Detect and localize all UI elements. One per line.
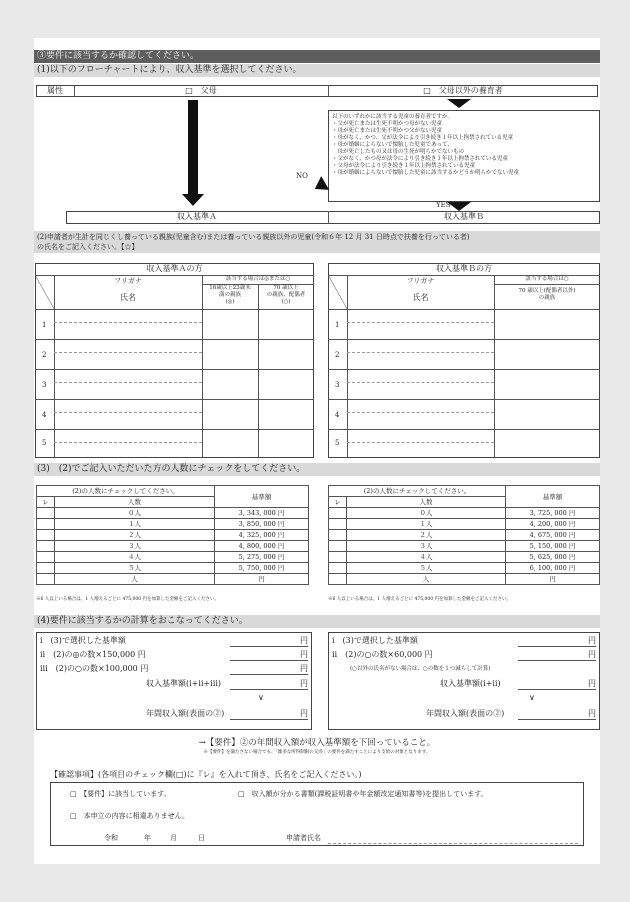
applicant-label: 申請者氏名 [286, 834, 321, 842]
col-70: 70 歳以上 の親族、配偶者 (○) [266, 285, 306, 305]
check-cell[interactable] [37, 519, 55, 530]
month-label: 月 [170, 834, 177, 842]
col-16-22: 16歳以上23歳未 満の親族 (◎) [209, 285, 251, 305]
table-b-title: 収入基準Ｂの方 [436, 264, 492, 273]
check-cell[interactable] [37, 541, 55, 552]
check-cell[interactable] [329, 541, 347, 552]
subsection4-header: (4)要件に該当するかの計算をおこなってください。 [34, 615, 600, 628]
furigana-label: フリガナ [406, 277, 435, 285]
row-number: 1 [335, 321, 340, 329]
no-label: NO [296, 172, 308, 180]
name-label: 氏名 [120, 293, 136, 302]
row-number: 2 [42, 351, 47, 359]
row-number: 5 [335, 439, 340, 447]
applicable-label: 該当する場合は◎または○ [225, 276, 291, 282]
calc-a-annual: 年間収入額(表面の②) [146, 709, 225, 718]
conditions-list: 以下のいずれかに該当する児童の養育者ですか。 ・父が死亡または生死不明かつ母がない児童 ・母が死亡または生死不明かつ父がない児童 ・母がなく、かつ、父が法令により引き続き１年以上拘禁されている児童 ・母が婚姻によらないで懐胎した児童であって、 母が死亡したもの又は母の生死が明らかでないもの ・父がなく、かつ母が法令により引き続き１年以上拘禁されている児童 ・父母が法令により引き続き１年以上拘禁されている児童 ・母が婚姻によらないで懐胎した児童に該当するかどうか明らかでない児童 [332, 114, 520, 176]
check-cell[interactable] [37, 508, 55, 519]
col-70: 70 歳以上(配偶者以外) の親族 [518, 288, 576, 301]
note-a: ※6 人以上いる場合は、1 人増えるごとに 475,000 円を加算した金額をご記入ください。 [36, 597, 220, 602]
arrow-down-icon [447, 99, 471, 108]
day-label: 日 [198, 834, 205, 842]
confirm-title: 【確認事項】(各項目のチェック欄(□)に『レ』を入れて頂き、氏名をご記入ください。) [50, 770, 362, 779]
arrow-left-icon [311, 176, 329, 196]
check-cell[interactable] [329, 563, 347, 574]
row-number: 1 [42, 321, 47, 329]
check-cell[interactable] [37, 552, 55, 563]
check-cell[interactable] [329, 574, 347, 585]
section3-header: ③要件に該当するか確認してください。 [34, 50, 600, 63]
check-cell[interactable] [329, 552, 347, 563]
count-table-a: (2)の人数にチェックしてください。 基準額 レ 人数 ０人 3, 343, 000 円 １人 3, 850, 000 円 ２人 4, 325, 000 円 ３人 4, 800, 000 円 ４人 5, 275, 000 円 ５人 5, 750, 000 円 人 円 [36, 485, 309, 585]
row-number: 4 [42, 411, 47, 419]
calc-b-ii: ⅱ (2)の○の数×60,000 円 [332, 650, 433, 659]
applicable-label: 該当する場合は○ [525, 276, 569, 282]
base-b-label: 収入基準Ｂ [444, 212, 484, 221]
row-number: 3 [42, 381, 47, 389]
subsection2-header: (2)申請者が生計を同じくし養っている親族(児童含む)または養っている親族以外の児童(令和６年 12 月 31 日時点で扶養を行っている者) の氏名をご記入ください。【☆】 [34, 231, 600, 253]
calc-b-i: ⅰ (3)で選択した基準額 [332, 636, 418, 645]
year-label: 年 [144, 834, 151, 842]
compare-symbol: ∨ [258, 693, 264, 702]
calc-b-annual: 年間収入額(表面の②) [426, 709, 505, 718]
calc-a-i: ⅰ (3)で選択した基準額 [40, 636, 126, 645]
row-number: 2 [335, 351, 340, 359]
attribute-label: 属性 [47, 86, 63, 95]
check-cell[interactable] [329, 530, 347, 541]
check-cell[interactable] [37, 530, 55, 541]
confirm-check-3[interactable]: □ 本申立の内容に相違ありません。 [70, 812, 190, 820]
calc-a-total: 収入基準額(ⅰ+ⅱ+ⅲ) [146, 679, 221, 688]
subsection1-header: (1)以下のフローチャートにより、収入基準を選択してください。 [34, 64, 600, 77]
arrow-head-icon [182, 194, 204, 206]
confirm-check-1[interactable]: □ 【要件】に該当しています。 [70, 790, 171, 798]
row-number: 3 [335, 381, 340, 389]
era-label: 令和 [104, 834, 118, 842]
check-cell[interactable] [329, 519, 347, 530]
form-page: ③要件に該当するか確認してください。 (1)以下のフローチャートにより、収入基準を選択してください。 属性 □ 父母 □ 父母以外の養育者 以下のいずれかに該当する児童の養育者ですか。 ・父が死亡または生死不明かつ母がない児童 ・母が死亡または生死不明かつ父がない児童 ・母がなく、かつ、父が法令により引き続き１年以上拘禁されている児童 ・母が婚姻によらないで懐胎した児童であって、 母が死亡したもの又は母の生死が明らかでないもの ・父がなく、かつ母が法令により引き続き１年以上拘禁されている児童 ・父母が法令により引き続き１年以上拘禁されている児童 ・母が婚姻によらないで懐胎した児童に該当するかどうか明らかでない児童 NO YES 収入基準Ａ 収入基準Ｂ (2)申請者が生計を同じくし養っている親族(児童含む)または養っている親族以外の児童(令和６年 12 月 31 日時点で扶養を行っている者) の氏名をご記入ください。【☆】 収入基準Ａの方 フリガナ 氏名 該当する場合は◎または○ 16歳以上23歳未 満の親族 (◎) 70 歳以上 の親族、配偶者 (○) 1 2 3 4 5 収入基準Ｂの方 フリガナ 氏名 該当する場合は○ 70 歳以上(配偶者以外) の親族 1 2 3 4 5 (3) (2)でご記入いただいた方の人数にチェックをしてください。 (2)の人数にチェックしてください。 基準額 レ 人数 ０人 3, 343, 000 円 １人 3, 850, 000 円 ２人 4, 325, 000 円 ３人 4, 800, 000 円 ４人 5, 275, 000 円 ５人 5, 750, 000 円 人 円 ※6 人以上いる場合は、1 人増えるごとに 475,000 円を加算した金額をご記入ください。 (2)の人数にチェックしてください。 基準額 レ 人数 ０人 3, 725, 000 円 １人 4, 200, 000 円 ２人 4, 675, 000 円 ３人 5, 150, 000 円 ４人 5, 625, 000 円 ５人 6, 100, 000 円 人 円 ※6 人以上いる場合は、1 人増えるごとに 475,000 円を加算した金額をご記入ください。 (4)要件に該当するかの計算をおこなってください。 ⅰ (3)で選択した基準額 ⅱ (2)の◎の数×150,000 円 ⅲ (2)の○の数×100,000 円 収入基準額(ⅰ+ⅱ+ⅲ) ∨ 年間収入額(表面の②) 円 円 円 円 円 ⅰ (3)で選択した基準額 ⅱ (2)の○の数×60,000 円 (○以外の氏名がない場合は、○の数を１つ減らして計算) 収入基準額(ⅰ+ⅱ) ∨ 年間収入額(表面の②) 円 円 円 円 →【要件】②の年間収入額が収入基準額を下回っていること。 ※【要件】を満たさない場合でも、「雑多な所得制限の交渉」の要件を満たすことにより支給の対象となります。 【確認事項】(各項目のチェック欄(□)に『レ』を入れて頂き、氏名をご記入ください。) □ 【要件】に該当しています。 □ 収入額が分かる書類(課税証明書や年金額改定通知書等)を提出しています。 □ 本申立の内容に相違ありません。 令和 年 月 日 申請者氏名 [34, 38, 600, 864]
calc-b-note: (○以外の氏名がない場合は、○の数を１つ減らして計算) [350, 666, 491, 672]
subsection3-header: (3) (2)でご記入いただいた方の人数にチェックをしてください。 [34, 463, 600, 476]
result-text: →【要件】②の年間収入額が収入基準額を下回っていること。 [198, 738, 436, 748]
confirm-check-2[interactable]: □ 収入額が分かる書類(課税証明書や年金額改定通知書等)を提出しています。 [238, 790, 488, 798]
table-a-title: 収入基準Ａの方 [146, 264, 203, 273]
calc-b-total: 収入基準額(ⅰ+ⅱ) [440, 679, 501, 688]
row-number: 5 [42, 439, 47, 447]
yes-label: YES [436, 201, 451, 209]
calc-a-ii: ⅱ (2)の◎の数×150,000 円 [40, 650, 146, 659]
other-guardian-checkbox[interactable]: □ 父母以外の養育者 [423, 86, 503, 95]
arrow-down-icon [188, 100, 198, 196]
calc-a-iii: ⅲ (2)の○の数×100,000 円 [40, 664, 149, 673]
result-note: ※【要件】を満たさない場合でも、「雑多な所得制限の交渉」の要件を満たすことにより支給の対象となります。 [203, 750, 431, 755]
parent-checkbox[interactable]: □ 父母 [185, 86, 217, 95]
compare-symbol: ∨ [529, 693, 535, 702]
signature-line[interactable] [328, 843, 578, 844]
row-number: 4 [335, 411, 340, 419]
furigana-label: フリガナ [114, 277, 142, 285]
base-a-label: 収入基準Ａ [177, 212, 217, 221]
check-cell[interactable] [37, 574, 55, 585]
check-cell[interactable] [329, 508, 347, 519]
check-cell[interactable] [37, 563, 55, 574]
count-table-b: (2)の人数にチェックしてください。 基準額 レ 人数 ０人 3, 725, 000 円 １人 4, 200, 000 円 ２人 4, 675, 000 円 ３人 5, 150, 000 円 ４人 5, 625, 000 円 ５人 6, 100, 000 円 人 円 [328, 485, 600, 585]
arrow-down-icon [447, 202, 471, 211]
note-b: ※6 人以上いる場合は、1 人増えるごとに 475,000 円を加算した金額をご記入ください。 [328, 597, 512, 602]
name-label: 氏名 [412, 293, 429, 302]
